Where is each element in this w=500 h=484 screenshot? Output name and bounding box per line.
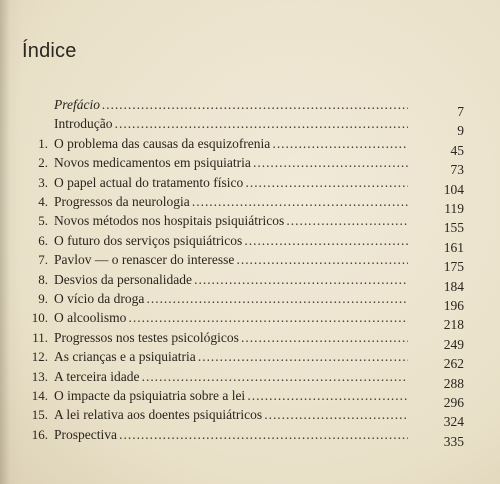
chapter-number: 5. bbox=[38, 213, 48, 229]
toc-entry bbox=[0, 193, 500, 216]
page-number: 161 bbox=[443, 239, 464, 255]
chapter-number: 16. bbox=[31, 426, 48, 442]
chapter-title: O impacte da psiquiatria sobre a lei . . . bbox=[54, 387, 408, 405]
page-number: 104 bbox=[443, 181, 464, 197]
toc-entry bbox=[0, 135, 500, 158]
chapter-title: O alcoolismo . . . bbox=[54, 309, 408, 327]
chapter-number: 11. bbox=[32, 329, 48, 345]
page-number: 249 bbox=[443, 336, 464, 352]
chapter-number: 3. bbox=[38, 174, 48, 190]
chapter-number: 12. bbox=[31, 349, 48, 365]
chapter-number: 14. bbox=[31, 388, 48, 403]
page-number: 218 bbox=[443, 317, 464, 333]
chapter-number: 10. bbox=[31, 310, 48, 326]
toc-entry bbox=[0, 115, 500, 139]
toc-entry bbox=[0, 290, 500, 313]
chapter-title: Progressos nos testes psicológicos . . . bbox=[54, 329, 408, 347]
chapter-title: O problema das causas da esquizofrenia . . . bbox=[54, 135, 408, 153]
chapter-title: O vício da droga . . . bbox=[54, 290, 408, 308]
chapter-number: 8. bbox=[38, 271, 48, 287]
toc-entry bbox=[0, 232, 500, 255]
chapter-number: 13. bbox=[31, 368, 48, 384]
toc-entry bbox=[0, 309, 500, 333]
page-number: 196 bbox=[443, 298, 464, 313]
chapter-number: 6. bbox=[38, 232, 48, 248]
toc-entry bbox=[0, 387, 500, 410]
chapter-number: 4. bbox=[38, 194, 48, 209]
chapter-title: Progressos da neurologia . . . bbox=[54, 193, 408, 211]
chapter-title: Novos métodos nos hospitais psiquiátricos . . . bbox=[54, 212, 408, 230]
toc-entry bbox=[0, 251, 500, 275]
page-number: 73 bbox=[450, 162, 464, 178]
page-number: 288 bbox=[443, 375, 464, 391]
chapter-title: Prefácio . . . bbox=[54, 96, 408, 114]
toc-entry bbox=[0, 406, 500, 430]
toc-entry bbox=[0, 96, 500, 119]
page-number: 335 bbox=[443, 433, 464, 449]
page-number: 184 bbox=[443, 278, 464, 294]
chapter-title: Prospectiva . . . bbox=[54, 426, 408, 444]
toc-entry bbox=[0, 348, 500, 372]
page-number: 7 bbox=[457, 104, 464, 119]
chapter-title: Novos medicamentos em psiquiatria . . . bbox=[54, 154, 408, 172]
toc-entry bbox=[0, 329, 500, 352]
page-number: 175 bbox=[443, 259, 464, 275]
chapter-number: 7. bbox=[38, 252, 48, 268]
chapter-title: Pavlov — o renascer do interesse . . . bbox=[54, 251, 408, 269]
chapter-title: As crianças e a psiquiatria . . . bbox=[54, 348, 408, 366]
page-title: Índice bbox=[22, 40, 77, 62]
chapter-title: A lei relativa aos doentes psiquiátricos . . . bbox=[54, 406, 408, 424]
chapter-title: O papel actual do tratamento físico . . . bbox=[54, 174, 408, 192]
chapter-title: Desvios da personalidade . . . bbox=[54, 271, 408, 289]
toc-entry bbox=[0, 174, 500, 197]
chapter-number: 9. bbox=[38, 291, 48, 306]
toc-entry bbox=[0, 212, 500, 236]
page-number: 262 bbox=[443, 356, 464, 372]
chapter-title: A terceira idade . . . bbox=[54, 368, 408, 386]
chapter-number: 2. bbox=[38, 155, 48, 171]
chapter-title: Introdução . . . bbox=[54, 115, 408, 133]
page-number: 119 bbox=[444, 201, 464, 216]
toc-entry bbox=[0, 368, 500, 391]
chapter-number: 15. bbox=[31, 407, 48, 423]
toc-entry bbox=[0, 426, 500, 449]
page-number: 9 bbox=[457, 123, 464, 139]
page-number: 296 bbox=[443, 395, 464, 410]
toc-entry bbox=[0, 271, 500, 294]
chapter-number: 1. bbox=[38, 135, 48, 151]
chapter-title: O futuro dos serviços psiquiátricos . . . bbox=[54, 232, 408, 250]
page-number: 155 bbox=[443, 220, 464, 236]
page-number: 324 bbox=[443, 414, 464, 430]
toc-entry bbox=[0, 154, 500, 178]
page-number: 45 bbox=[450, 142, 464, 158]
